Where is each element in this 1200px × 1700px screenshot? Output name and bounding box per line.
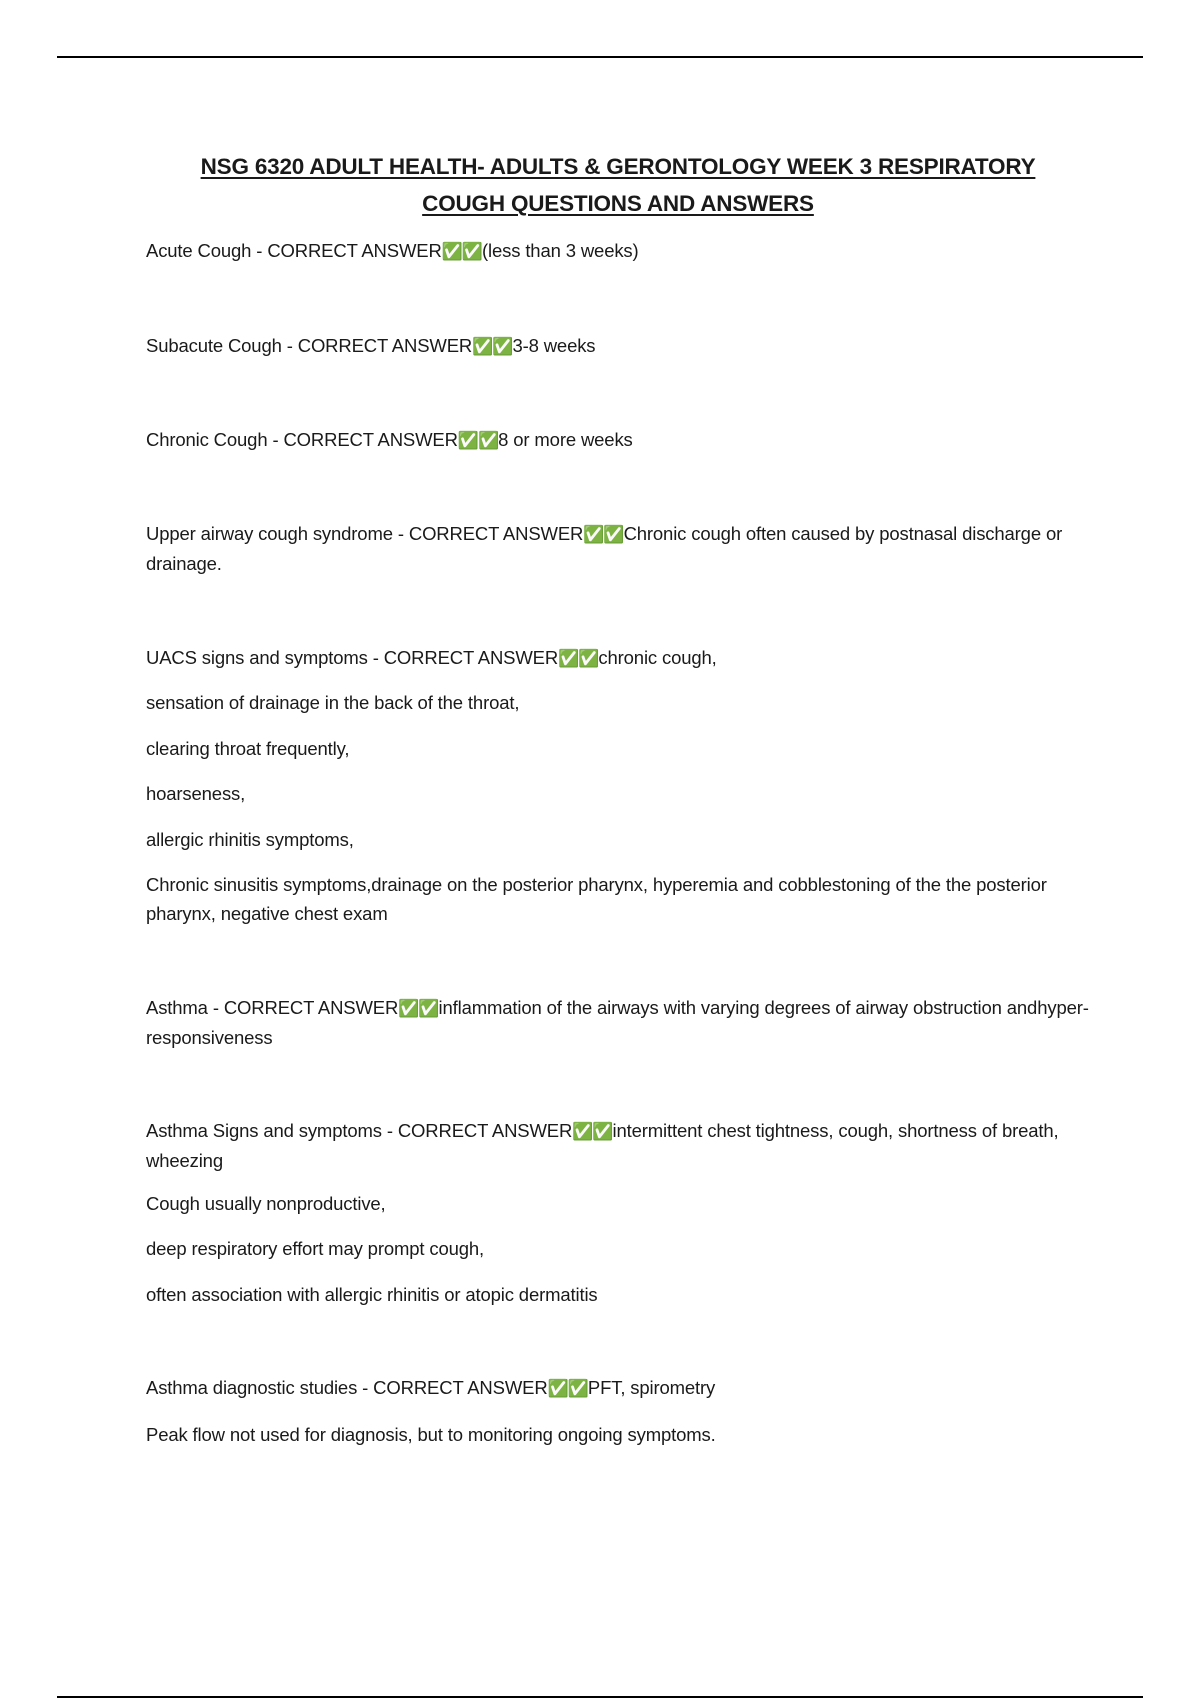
entry-chronic-cough: Chronic Cough - CORRECT ANSWER✅✅8 or more weeks bbox=[146, 429, 633, 450]
entry-answer: intermittent chest tightness, cough, shortness of breath, wheezing bbox=[146, 1120, 1059, 1171]
uacs-line: allergic rhinitis symptoms, bbox=[146, 829, 354, 850]
asthma-line: deep respiratory effort may prompt cough, bbox=[146, 1238, 484, 1259]
check-icon: ✅✅ bbox=[457, 431, 499, 450]
title-line-1: NSG 6320 ADULT HEALTH- ADULTS & GERONTOLOGY WEEK 3 RESPIRATORY bbox=[200, 154, 1036, 179]
entry-subacute-cough: Subacute Cough - CORRECT ANSWER✅✅3-8 weeks bbox=[146, 335, 596, 356]
entry-asthma-signs: Asthma Signs and symptoms - CORRECT ANSWER✅✅intermittent chest tightness, cough, shortness of breath, wheezing bbox=[146, 1120, 1059, 1171]
entry-term: Subacute Cough bbox=[146, 335, 282, 356]
title-line-2: COUGH QUESTIONS AND ANSWERS bbox=[422, 191, 814, 216]
entry-term: Chronic Cough bbox=[146, 429, 268, 450]
check-icon: ✅✅ bbox=[583, 525, 624, 544]
answer-marker: CORRECT ANSWER bbox=[383, 647, 559, 668]
check-icon: ✅✅ bbox=[547, 1379, 588, 1398]
check-icon: ✅✅ bbox=[441, 242, 483, 261]
entry-answer: Chronic cough often caused by postnasal discharge or drainage. bbox=[146, 523, 1063, 574]
answer-marker: CORRECT ANSWER bbox=[283, 429, 458, 450]
entry-term: Asthma bbox=[146, 997, 208, 1018]
entry-answer: PFT, spirometry bbox=[587, 1377, 716, 1398]
document-title bbox=[100, 148, 1136, 222]
entry-uacs-signs: UACS signs and symptoms - CORRECT ANSWER✅✅chronic cough, bbox=[146, 647, 717, 668]
uacs-line: hoarseness, bbox=[146, 783, 246, 804]
answer-marker: CORRECT ANSWER bbox=[408, 523, 584, 544]
entry-answer: (less than 3 weeks) bbox=[482, 240, 639, 261]
answer-marker: CORRECT ANSWER bbox=[223, 997, 399, 1018]
diagnostic-line: Peak flow not used for diagnosis, but to monitoring ongoing symptoms. bbox=[146, 1424, 716, 1445]
answer-marker: CORRECT ANSWER bbox=[397, 1120, 573, 1141]
bottom-rule bbox=[57, 1696, 1143, 1698]
check-icon: ✅✅ bbox=[472, 337, 513, 356]
entry-term: Upper airway cough syndrome bbox=[146, 523, 393, 544]
entry-upper-airway-cough-syndrome: Upper airway cough syndrome - CORRECT ANSWER✅✅Chronic cough often caused by postnasal discharge or drainage. bbox=[146, 523, 1063, 574]
top-rule bbox=[57, 56, 1143, 58]
answer-marker: CORRECT ANSWER bbox=[267, 240, 442, 261]
entry-asthma: Asthma - CORRECT ANSWER✅✅inflammation of the airways with varying degrees of airway obstruction andhyper-responsiveness bbox=[146, 997, 1089, 1048]
uacs-line: Chronic sinusitis symptoms,drainage on the posterior pharynx, hyperemia and cobblestoning of the the posterior pharynx, negative chest exam bbox=[146, 874, 1047, 924]
entry-term: UACS signs and symptoms bbox=[146, 647, 368, 668]
check-icon: ✅✅ bbox=[572, 1122, 613, 1141]
entry-answer: inflammation of the airways with varying degrees of airway obstruction andhyper-responsiveness bbox=[146, 997, 1089, 1048]
entry-answer: chronic cough, bbox=[598, 647, 717, 668]
uacs-line: clearing throat frequently, bbox=[146, 738, 350, 759]
entry-term: Acute Cough bbox=[146, 240, 252, 261]
asthma-line: Cough usually nonproductive, bbox=[146, 1193, 386, 1214]
entry-acute-cough: Acute Cough - CORRECT ANSWER✅✅(less than 3 weeks) bbox=[146, 240, 639, 261]
asthma-line: often association with allergic rhinitis or atopic dermatitis bbox=[146, 1284, 598, 1305]
entry-answer: 8 or more weeks bbox=[498, 429, 633, 450]
entry-answer: 3-8 weeks bbox=[512, 335, 596, 356]
entry-term: Asthma diagnostic studies bbox=[146, 1377, 358, 1398]
uacs-line: sensation of drainage in the back of the throat, bbox=[146, 692, 520, 713]
answer-marker: CORRECT ANSWER bbox=[297, 335, 473, 356]
check-icon: ✅✅ bbox=[558, 649, 599, 668]
check-icon: ✅✅ bbox=[398, 999, 439, 1018]
entry-asthma-diagnostic-studies: Asthma diagnostic studies - CORRECT ANSWER✅✅PFT, spirometry bbox=[146, 1377, 716, 1398]
entry-term: Asthma Signs and symptoms bbox=[146, 1120, 382, 1141]
answer-marker: CORRECT ANSWER bbox=[373, 1377, 548, 1398]
